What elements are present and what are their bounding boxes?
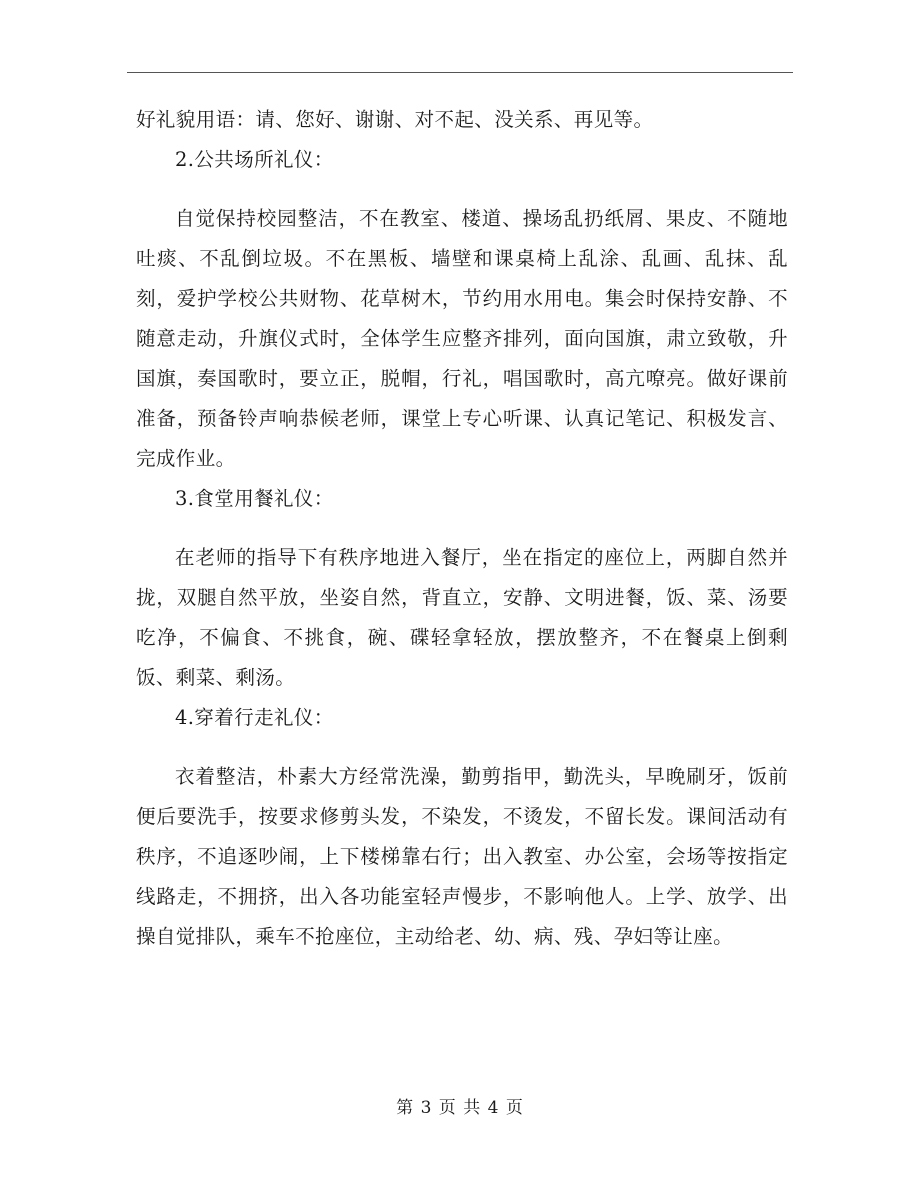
section-heading-dress-walking: 4.穿着行走礼仪：: [175, 706, 334, 729]
section-body-dress-walking: 衣着整洁，朴素大方经常洗澡，勤剪指甲，勤洗头，早晚刷牙，饭前便后要洗手，按要求修剪头发，不染发，不烫发，不留长发。课间活动有秩序，不追逐吵闹，上下楼梯靠右行；出入教室、办公室，会场等按指定线路走，不拥挤，出入各功能室轻声慢步，不影响他人。上学、放学、出操自觉排队，乘车不抢座位，主动给老、幼、病、残、孕妇等让座。: [136, 765, 788, 948]
document-body: [136, 100, 788, 957]
page-number-footer: 第 3 页 共 4 页: [396, 1098, 524, 1118]
continuation-paragraph: 好礼貌用语：请、您好、谢谢、对不起、没关系、再见等。: [136, 108, 654, 131]
section-body-dining: 在老师的指导下有秩序地进入餐厅，坐在指定的座位上，两脚自然并拢，双腿自然平放，坐姿自然，背直立，安静、文明进餐，饭、菜、汤要吃净，不偏食、不挑食，碗、碟轻拿轻放，摆放整齐，不在餐桌上倒剩饭、剩菜、剩汤。: [136, 546, 788, 689]
section-heading-public-places: 2.公共场所礼仪：: [175, 148, 334, 171]
section-heading-dining: 3.食堂用餐礼仪：: [175, 487, 334, 510]
section-body-public-places: 自觉保持校园整洁，不在教室、楼道、操场乱扔纸屑、果皮、不随地吐痰、不乱倒垃圾。不在黑板、墙壁和课桌椅上乱涂、乱画、乱抹、乱刻，爱护学校公共财物、花草树木，节约用水用电。集会时保持安静、不随意走动，升旗仪式时，全体学生应整齐排列，面向国旗，肃立致敬，升国旗，奏国歌时，要立正，脱帽，行礼，唱国歌时，高亢嘹亮。做好课前准备，预备铃声响恭候老师，课堂上专心听课、认真记笔记、积极发言、完成作业。: [136, 207, 788, 470]
header-rule: [127, 72, 793, 73]
